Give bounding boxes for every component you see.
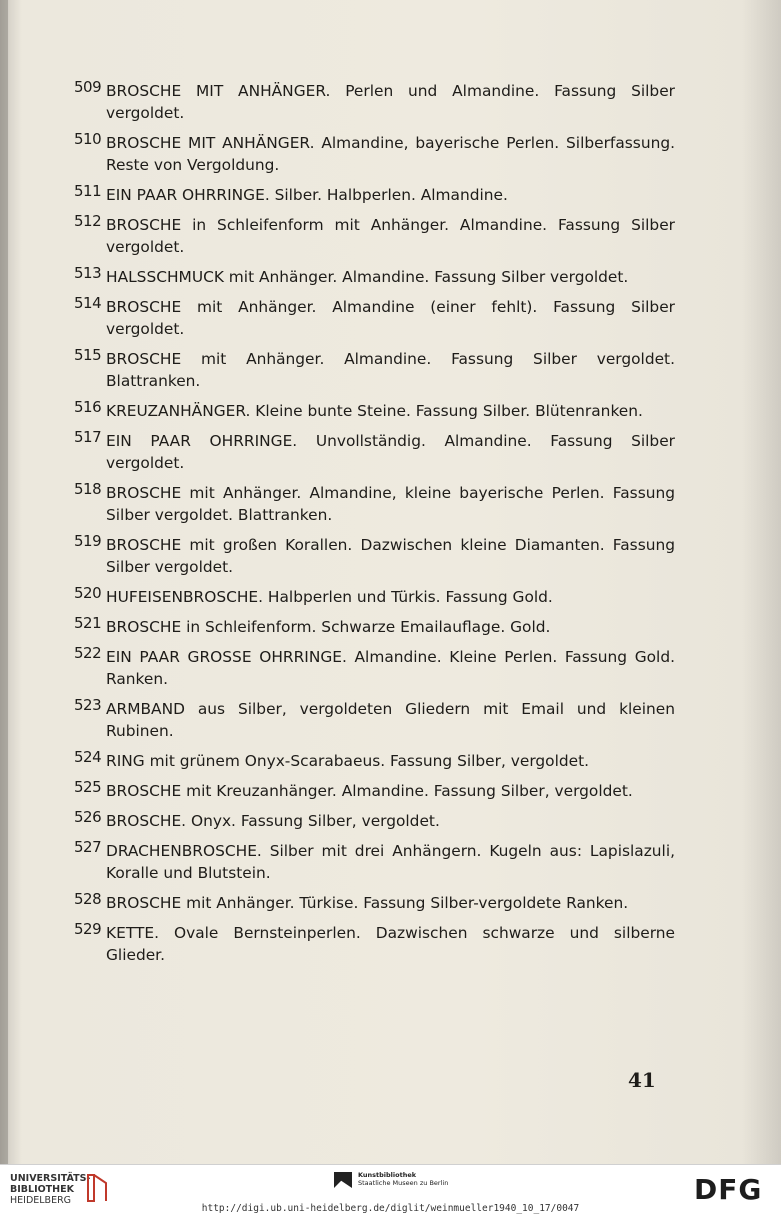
entry-text: BROSCHE MIT ANHÄNGER. Almandine, bayerische Perlen. Silberfassung. Reste von Vergoldung.	[106, 134, 675, 174]
catalog-entry	[70, 534, 675, 578]
catalog-entry	[70, 132, 675, 176]
entry-text: BROSCHE in Schleifenform. Schwarze Emailauflage. Gold.	[106, 618, 551, 636]
catalog-entry	[70, 80, 675, 124]
entry-text: HALSSCHMUCK mit Anhänger. Almandine. Fassung Silber vergoldet.	[106, 268, 629, 286]
heidelberg-logo-icon	[86, 1171, 108, 1205]
entry-number: 529	[74, 920, 102, 938]
entry-text: ARMBAND aus Silber, vergoldeten Gliedern mit Email und kleinen Rubinen.	[106, 700, 675, 740]
entry-text: DRACHENBROSCHE. Silber mit drei Anhängern. Kugeln aus: Lapislazuli, Koralle und Blutstein.	[106, 842, 675, 882]
entry-text: BROSCHE mit großen Korallen. Dazwischen kleine Diamanten. Fassung Silber vergoldet.	[106, 536, 675, 576]
entry-number: 514	[74, 294, 102, 312]
catalog-entry	[70, 296, 675, 340]
entry-text: BROSCHE mit Anhänger. Türkise. Fassung Silber-vergoldete Ranken.	[106, 894, 629, 912]
catalog-entry	[70, 892, 675, 914]
entry-number: 512	[74, 212, 102, 230]
heidelberg-university-library-logo[interactable]	[10, 1173, 90, 1206]
entry-text: HUFEISENBROSCHE. Halbperlen und Türkis. Fassung Gold.	[106, 588, 553, 606]
entry-text: KREUZANHÄNGER. Kleine bunte Steine. Fassung Silber. Blütenranken.	[106, 402, 643, 420]
entry-number: 521	[74, 614, 102, 632]
entry-number: 526	[74, 808, 102, 826]
entry-text: BROSCHE mit Anhänger. Almandine. Fassung Silber vergoldet. Blattranken.	[106, 350, 675, 390]
kb-logo-line2: Staatliche Museen zu Berlin	[358, 1179, 449, 1187]
entry-number: 522	[74, 644, 102, 662]
catalog-entry	[70, 698, 675, 742]
entry-number: 511	[74, 182, 102, 200]
kunstbibliothek-mark-icon	[334, 1172, 352, 1188]
catalog-entry	[70, 646, 675, 690]
page-number: 41	[628, 1068, 656, 1092]
catalog-entry	[70, 922, 675, 966]
catalog-entry	[70, 586, 675, 608]
catalog-entry	[70, 214, 675, 258]
catalog-entry	[70, 780, 675, 802]
catalog-entry	[70, 840, 675, 884]
entry-number: 518	[74, 480, 102, 498]
uni-logo-line3: HEIDELBERG	[10, 1195, 72, 1206]
catalog-entries	[70, 80, 675, 974]
catalog-entry	[70, 430, 675, 474]
entry-number: 516	[74, 398, 102, 416]
entry-number: 513	[74, 264, 102, 282]
entry-text: BROSCHE mit Kreuzanhänger. Almandine. Fassung Silber, vergoldet.	[106, 782, 633, 800]
page-spine-shadow	[0, 0, 8, 1164]
dfg-logo[interactable]: DFG	[694, 1173, 763, 1206]
entry-text: EIN PAAR OHRRINGE. Unvollständig. Almandine. Fassung Silber vergoldet.	[106, 432, 675, 472]
catalog-entry	[70, 616, 675, 638]
uni-logo-line1: UNIVERSITÄTS-	[10, 1173, 91, 1184]
entry-text: BROSCHE. Onyx. Fassung Silber, vergoldet.	[106, 812, 440, 830]
catalog-entry	[70, 482, 675, 526]
entry-number: 523	[74, 696, 102, 714]
entry-number: 528	[74, 890, 102, 908]
entry-number: 515	[74, 346, 102, 364]
catalog-entry	[70, 400, 675, 422]
entry-text: EIN PAAR GROSSE OHRRINGE. Almandine. Kleine Perlen. Fassung Gold. Ranken.	[106, 648, 675, 688]
entry-text: BROSCHE in Schleifenform mit Anhänger. Almandine. Fassung Silber vergoldet.	[106, 216, 675, 256]
entry-text: RING mit grünem Onyx-Scarabaeus. Fassung Silber, vergoldet.	[106, 752, 590, 770]
catalog-entry	[70, 266, 675, 288]
kunstbibliothek-logo[interactable]	[334, 1171, 448, 1187]
catalog-entry	[70, 810, 675, 832]
kb-logo-line1: Kunstbibliothek	[358, 1171, 417, 1179]
page-url[interactable]: http://digi.ub.uni-heidelberg.de/diglit/weinmueller1940_10_17/0047	[201, 1203, 580, 1214]
entry-text: KETTE. Ovale Bernsteinperlen. Dazwischen schwarze und silberne Glieder.	[106, 924, 675, 964]
catalog-entry	[70, 348, 675, 392]
entry-number: 525	[74, 778, 102, 796]
entry-number: 524	[74, 748, 102, 766]
entry-text: EIN PAAR OHRRINGE. Silber. Halbperlen. Almandine.	[106, 186, 508, 204]
entry-number: 509	[74, 78, 102, 96]
entry-number: 527	[74, 838, 102, 856]
entry-number: 517	[74, 428, 102, 446]
entry-number: 519	[74, 532, 102, 550]
entry-number: 520	[74, 584, 102, 602]
entry-number: 510	[74, 130, 102, 148]
catalog-entry	[70, 750, 675, 772]
entry-text: BROSCHE MIT ANHÄNGER. Perlen und Almandine. Fassung Silber vergoldet.	[106, 82, 675, 122]
uni-logo-line2: BIBLIOTHEK	[10, 1184, 74, 1195]
catalog-entry	[70, 184, 675, 206]
entry-text: BROSCHE mit Anhänger. Almandine (einer fehlt). Fassung Silber vergoldet.	[106, 298, 675, 338]
entry-text: BROSCHE mit Anhänger. Almandine, kleine bayerische Perlen. Fassung Silber vergoldet. Blattranken.	[106, 484, 675, 524]
